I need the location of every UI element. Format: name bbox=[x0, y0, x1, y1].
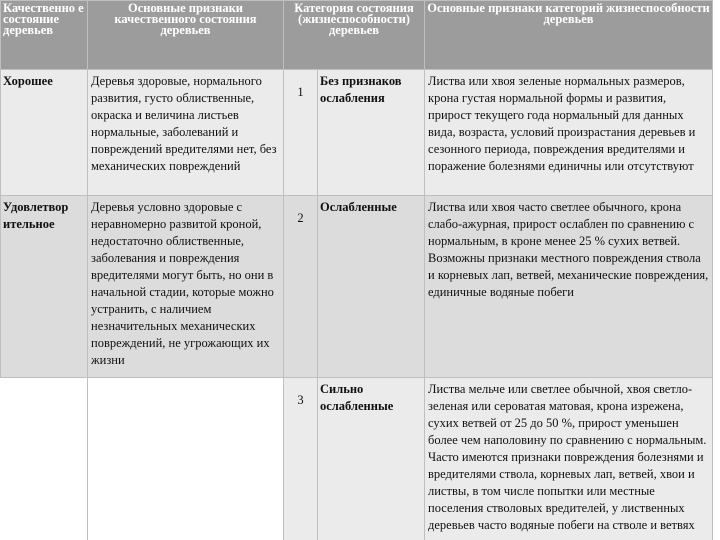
header-category-signs: Основные признаки категорий жизнеспособности деревьев bbox=[425, 1, 713, 70]
category-signs-cell: Листва или хвоя часто светлее обычного, крона слабо-ажурная, прирост ослаблен по сравнению с нормальным, в кроне менее 25 % сухих ветвей. Возможны признаки местного повреждения ствола и корневых лап, ветвей, механические повреждения, единичные водяные побеги bbox=[425, 196, 713, 378]
header-category: Категория состояния (жизнеспособности) деревьев bbox=[284, 1, 425, 70]
category-cell: Ослабленные bbox=[318, 196, 425, 378]
table-row bbox=[1, 70, 713, 196]
table-header bbox=[1, 1, 713, 70]
category-signs-cell: Листва или хвоя зеленые нормальных размеров, крона густая нормальной формы и развития, прирост текущего года нормальный для данных вида, возраста, условий произрастания деревьев и сезонного периода, повреждения вредителями и поражение болезнями единичны или отсутствуют bbox=[425, 70, 713, 196]
header-quality: Качественно е состояние деревьев bbox=[1, 1, 88, 70]
table-row bbox=[1, 196, 713, 378]
quality-cell: Хорошее bbox=[1, 70, 88, 196]
category-number-cell: 1 bbox=[284, 70, 318, 196]
quality-desc-cell: Деревья здоровые, нормального развития, густо облиственные, окраска и величина листьев нормальные, заболеваний и повреждений вредителями нет, без механических повреждений bbox=[88, 70, 284, 196]
quality-desc-cell-empty bbox=[88, 378, 284, 540]
category-number-cell: 2 bbox=[284, 196, 318, 378]
category-signs-cell: Листва мельче или светлее обычной, хвоя светло-зеленая или сероватая матовая, крона изрежена, сухих ветвей от 25 до 50 %, прирост уменьшен более чем наполовину по сравнению с нормальным. Часто имеются признаки повреждения болезнями и вредителями ствола, корневых лап, ветвей, хвои и листвы, в том числе попытки или местные поселения стволовых вредителей, у лиственных деревьев часто водяные побеги на стволе и ветвях bbox=[425, 378, 713, 540]
category-cell: Без признаков ослабления bbox=[318, 70, 425, 196]
quality-cell: Удовлетвор ительное bbox=[1, 196, 88, 378]
table-row bbox=[1, 378, 713, 540]
header-quality-signs: Основные признаки качественного состояния деревьев bbox=[88, 1, 284, 70]
category-number-cell: 3 bbox=[284, 378, 318, 540]
category-cell: Сильно ослабленные bbox=[318, 378, 425, 540]
quality-cell-empty bbox=[1, 378, 88, 540]
quality-desc-cell: Деревья условно здоровые с неравномерно развитой кроной, недостаточно облиственные, заболевания и повреждения вредителями могут быть, но они в начальной стадии, которые можно устранить, с наличием незначительных механических повреждений, не угрожающих их жизни bbox=[88, 196, 284, 378]
